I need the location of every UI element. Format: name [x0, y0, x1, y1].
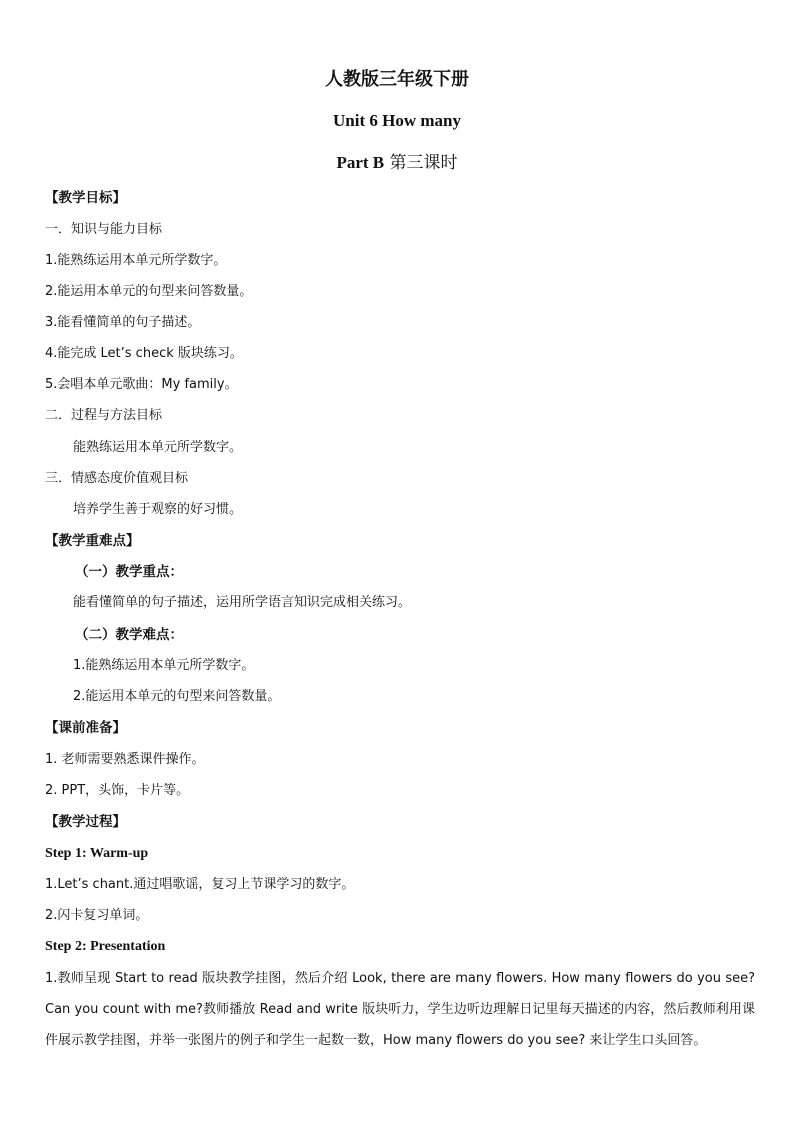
lesson-title: [0, 152, 794, 174]
focus-heading: （一）教学重点：: [75, 564, 183, 580]
preparation-item: 1. 老师需要熟悉课件操作。: [45, 752, 205, 767]
difficulty-item: 1.能熟练运用本单元所学数字。: [73, 658, 255, 673]
focus-text: 能看懂简单的句子描述，运用所学语言知识完成相关练习。: [73, 595, 412, 610]
lesson-period-label: 第三课时: [389, 153, 458, 173]
process-objectives-heading: 二．过程与方法目标: [45, 408, 163, 423]
attitude-objectives-text: 培养学生善于观察的好习惯。: [73, 502, 243, 517]
preparation-heading: 【课前准备】: [45, 720, 126, 736]
objective-item: 5.会唱本单元歌曲：My family。: [45, 377, 238, 392]
objectives-heading: 【教学目标】: [45, 190, 126, 206]
unit-title: Unit 6 How many: [333, 111, 461, 130]
objective-item: 2.能运用本单元的句型来问答数量。: [45, 284, 253, 299]
lesson-part-label: Part B: [336, 153, 385, 172]
process-objectives-text: 能熟练运用本单元所学数字。: [73, 440, 243, 455]
objective-item: 3.能看懂简单的句子描述。: [45, 315, 201, 330]
difficulty-item: 2.能运用本单元的句型来问答数量。: [73, 689, 281, 704]
preparation-item: 2. PPT，头饰，卡片等。: [45, 783, 190, 798]
key-points-heading: 【教学重难点】: [45, 533, 140, 549]
objective-item: 4.能完成 Let’s check 版块练习。: [45, 346, 243, 361]
objective-item: 1.能熟练运用本单元所学数字。: [45, 253, 227, 268]
step2-heading: Step 2: Presentation: [45, 939, 166, 954]
step1-item: 2.闪卡复习单词。: [45, 908, 149, 923]
step2-paragraph: 1.教师呈现 Start to read 版块教学挂图，然后介绍 Look, there are many flowers. How many flowers do you see? Can you count with me?教师播放 Read and write 版块听力，学生边听边理解日记里每天描述的内容，然后教师利用课件展示教学挂图，并举一张图片的例子和学生一起数一数，How many flowers do you see? 来让学生口头回答。: [45, 971, 755, 1048]
attitude-objectives-heading: 三．情感态度价值观目标: [45, 471, 189, 486]
difficulty-heading: （二）教学难点：: [75, 627, 183, 643]
process-heading: 【教学过程】: [45, 814, 126, 830]
document-title: 人教版三年级下册: [325, 69, 469, 89]
step1-heading: Step 1: Warm-up: [45, 846, 149, 861]
knowledge-objectives-heading: 一．知识与能力目标: [45, 222, 163, 237]
step1-item: 1.Let’s chant.通过唱歌谣，复习上节课学习的数字。: [45, 877, 355, 892]
